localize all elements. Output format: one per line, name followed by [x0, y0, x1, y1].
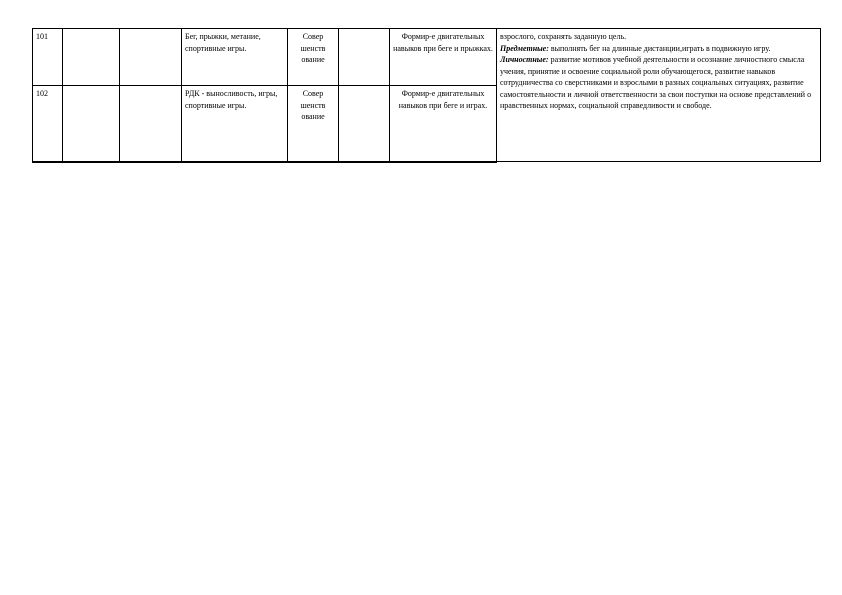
personal-text: развитие мотивов учебной деятельности и осознание личностного смысла учения, принятие и освоение социальной роли обучающегося, развитие навыков сотрудничества со сверстниками и взрослыми в разных социальных ситуациях, развитие самостоятельности и личной ответственности за свои поступки на основе представлений о нравственных нормах, социальной справедливости и свободе.	[500, 55, 812, 110]
planned-results	[497, 29, 821, 162]
date-fact-cell	[120, 29, 182, 86]
date-plan-cell	[63, 29, 120, 86]
subject-label: Предметные:	[500, 43, 549, 53]
date-plan-cell	[63, 86, 120, 162]
lesson-topic: Бег, прыжки, метание, спортивные игры.	[182, 29, 288, 86]
lesson-goal: Формир-е двигательных навыков при беге и прыжках.	[390, 29, 497, 86]
subject-text: выполнять бег на длинные дистанции,играть в подвижную игру.	[548, 43, 771, 53]
date-fact-cell	[120, 86, 182, 162]
lesson-goal: Формир-е двигательных навыков при беге и играх.	[390, 86, 497, 162]
subject-results	[500, 43, 817, 55]
empty-cell	[339, 86, 390, 162]
lesson-number: 102	[33, 86, 63, 162]
lesson-type: Совер шенств ование	[288, 29, 339, 86]
lesson-plan-table	[32, 28, 821, 163]
personal-results	[500, 54, 817, 112]
empty-cell	[339, 29, 390, 86]
lesson-type: Совер шенств ование	[288, 86, 339, 162]
results-intro: взрослого, сохранять заданную цель.	[500, 32, 627, 41]
lesson-topic: РДК - выносливость, игры, спортивные игры.	[182, 86, 288, 162]
lesson-number: 101	[33, 29, 63, 86]
personal-label: Личностные:	[500, 55, 549, 64]
table-row	[33, 29, 821, 86]
